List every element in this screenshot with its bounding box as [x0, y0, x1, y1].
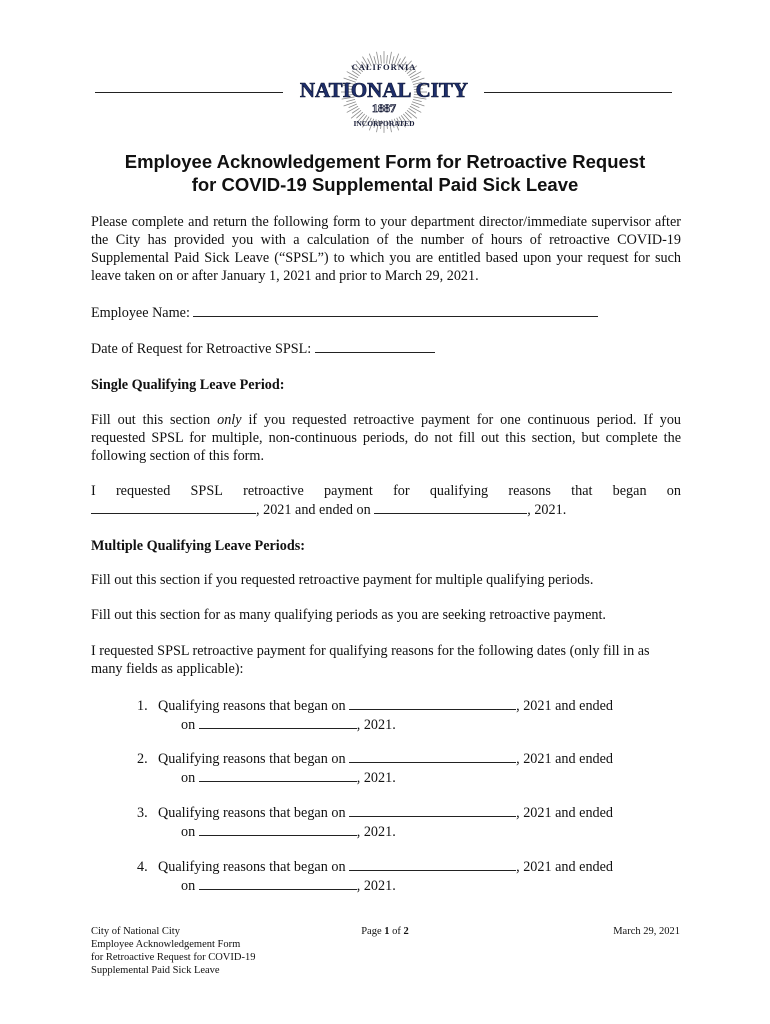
item-ended-text: , 2021 and ended: [516, 751, 614, 767]
item-began-text: Qualifying reasons that began on: [158, 698, 346, 714]
item-ended-date-field[interactable]: [199, 768, 357, 782]
logo-bottom-text: INCORPORATED: [353, 119, 415, 128]
qualifying-period-item: [137, 696, 697, 734]
sunburst-ray: [407, 110, 417, 118]
footer-line: Employee Acknowledgement Form: [91, 939, 241, 950]
item-began-date-field[interactable]: [349, 803, 516, 817]
sunburst-ray: [349, 104, 357, 108]
title-line-2: for COVID-19 Supplemental Paid Sick Leave: [191, 174, 579, 195]
sunburst-logo-graphic: [288, 48, 480, 134]
request-date-field[interactable]: [315, 339, 435, 353]
statement-word: SPSL: [190, 483, 223, 499]
request-date-label: Date of Request for Retroactive SPSL:: [91, 341, 312, 357]
item-number: 3.: [137, 805, 148, 821]
request-date-row: [91, 339, 681, 358]
single-end-text: , 2021.: [527, 502, 567, 518]
single-instr-post: if you requested retroactive payment for one continuous period. If you requested SPSL for multiple, non-continuous periods, do not fill out this section, but complete the following section of this form.: [91, 412, 682, 464]
single-period-dates-row: [91, 500, 681, 519]
multiple-periods-heading: Multiple Qualifying Leave Periods:: [91, 538, 305, 554]
single-mid-text: , 2021 and ended on: [256, 502, 371, 518]
item-ended-date-field[interactable]: [199, 822, 357, 836]
item-number: 2.: [137, 751, 148, 767]
employee-name-row: [91, 303, 681, 322]
statement-word: retroactive: [243, 483, 304, 499]
statement-word: payment: [323, 483, 373, 499]
footer-left: [91, 925, 311, 977]
sunburst-ray: [347, 72, 358, 78]
footer-line: for Retroactive Request for COVID-19: [91, 952, 256, 963]
item-ended-text: , 2021 and ended: [516, 805, 614, 821]
page-prefix: Page: [361, 926, 385, 937]
statement-word: began: [612, 483, 647, 499]
single-instr-pre: Fill out this section: [91, 412, 218, 428]
statement-word: that: [571, 483, 593, 499]
single-period-instructions: [91, 411, 681, 465]
statement-word: on: [666, 483, 681, 499]
item-on-text: on: [181, 824, 196, 840]
statement-word: I: [91, 483, 96, 499]
statement-word: qualifying: [429, 483, 489, 499]
single-period-heading: Single Qualifying Leave Period:: [91, 377, 285, 393]
item-ended-text: , 2021 and ended: [516, 859, 614, 875]
logo-city-name: NATIONAL CITY: [299, 78, 469, 102]
qualifying-period-item: [137, 803, 697, 841]
item-end-text: , 2021.: [356, 717, 396, 733]
multiple-para-1: Fill out this section if you requested retroactive payment for multiple qualifying periods.: [91, 572, 594, 588]
item-began-text: Qualifying reasons that began on: [158, 751, 346, 767]
footer-date: March 29, 2021: [613, 926, 680, 937]
item-began-date-field[interactable]: [349, 749, 516, 763]
item-end-text: , 2021.: [356, 878, 396, 894]
single-instr-emphasis: only: [217, 412, 242, 428]
single-ended-date-field[interactable]: [374, 500, 527, 514]
page-mid: of: [389, 926, 404, 937]
multiple-para-2: Fill out this section for as many qualifying periods as you are seeking retroactive payment.: [91, 607, 606, 623]
item-on-text: on: [181, 770, 196, 786]
item-ended-date-field[interactable]: [199, 715, 357, 729]
item-end-text: , 2021.: [356, 824, 396, 840]
item-number: 4.: [137, 859, 148, 875]
footer-line: Supplemental Paid Sick Leave: [91, 965, 220, 976]
statement-word: reasons: [508, 483, 551, 499]
qualifying-period-item: [137, 857, 697, 895]
item-began-date-field[interactable]: [349, 857, 516, 871]
intro-paragraph: Please complete and return the following form to your department director/immediate supervisor after the City has provided you with a calculation of the number of hours of retroactive COVID-19 Supplemental Paid Sick Leave (“SPSL”) to which you are entitled based upon your request for such leave taken on or after January 1, 2021 and prior to March 29, 2021.: [91, 214, 681, 284]
employee-name-field[interactable]: [193, 303, 598, 317]
logo-year: 1887: [372, 101, 396, 115]
statement-word: requested: [115, 483, 171, 499]
item-began-date-field[interactable]: [349, 696, 516, 710]
sunburst-ray: [410, 106, 421, 112]
multiple-para-3: I requested SPSL retroactive payment for qualifying reasons for the following dates (only fill in as many fields as applicable):: [91, 643, 650, 677]
single-began-date-field[interactable]: [91, 500, 256, 514]
qualifying-period-item: [137, 749, 697, 787]
item-began-text: Qualifying reasons that began on: [158, 859, 346, 875]
sunburst-ray: [351, 110, 361, 118]
item-began-text: Qualifying reasons that began on: [158, 805, 346, 821]
page-total: 2: [403, 926, 409, 937]
sunburst-ray: [411, 104, 419, 108]
sunburst-ray: [347, 106, 358, 112]
sunburst-ray: [410, 72, 421, 78]
title-line-1: Employee Acknowledgement Form for Retroactive Request: [124, 151, 646, 172]
form-title: [60, 150, 710, 196]
header-rule-right: [484, 92, 672, 93]
item-number: 1.: [137, 698, 148, 714]
item-ended-text: , 2021 and ended: [516, 698, 614, 714]
statement-word: for: [393, 483, 410, 499]
employee-name-label: Employee Name:: [91, 305, 190, 321]
item-end-text: , 2021.: [356, 770, 396, 786]
single-period-statement: [91, 482, 681, 500]
item-on-text: on: [181, 878, 196, 894]
header-rule-left: [95, 92, 283, 93]
city-seal-logo: [288, 48, 480, 134]
item-on-text: on: [181, 717, 196, 733]
page-current: 1: [384, 926, 390, 937]
footer-line: City of National City: [91, 926, 180, 937]
item-ended-date-field[interactable]: [199, 876, 357, 890]
footer-page-number: [300, 925, 470, 938]
logo-top-text: CALIFORNIA: [351, 62, 417, 72]
